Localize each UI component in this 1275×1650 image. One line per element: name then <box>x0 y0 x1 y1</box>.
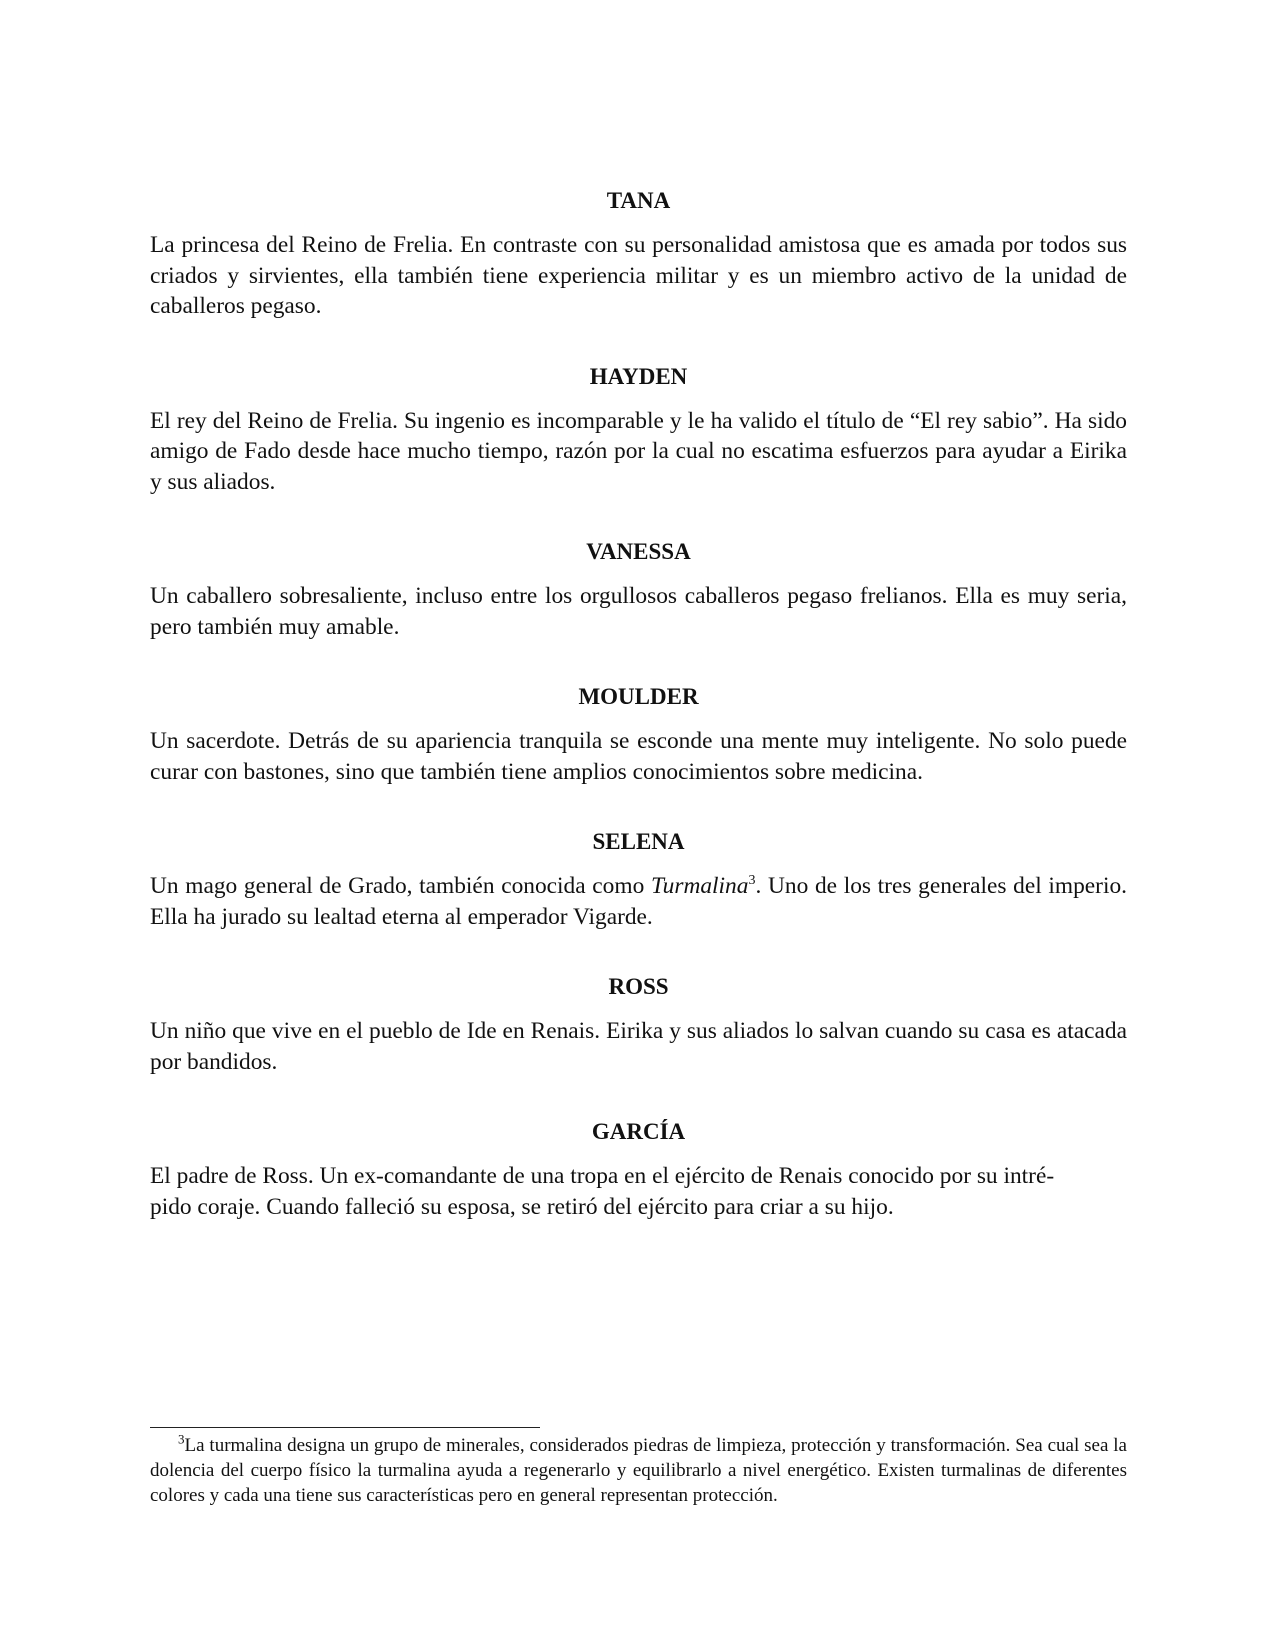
character-entry-selena <box>150 827 1127 932</box>
document-body <box>150 186 1127 1222</box>
character-entry-hayden <box>150 362 1127 498</box>
footnote-reference: 3 <box>748 873 756 889</box>
character-description <box>150 1161 1127 1222</box>
footnote-marker: 3 <box>178 1431 185 1447</box>
character-name: VANESSA <box>586 539 691 564</box>
character-name: TANA <box>606 188 671 213</box>
footnote-text: La turmalina designa un grupo de minerales, considerados piedras de limpieza, protección y transformación. Sea cual sea la dolencia del cuerpo físico la turmalina ayuda a regenerarlo y equilibrarlo a nivel energético. Existen turmalinas de diferentes colores y cada una tiene sus características pero en general representan protección. <box>150 1435 1127 1506</box>
character-entry-ross <box>150 972 1127 1077</box>
character-entry-tana <box>150 186 1127 322</box>
character-name: MOULDER <box>578 684 699 709</box>
character-entry-garcia <box>150 1117 1127 1222</box>
italic-term: Turmalina <box>650 873 749 899</box>
footnote <box>150 1433 1127 1508</box>
character-description <box>150 871 1127 932</box>
footnote-divider <box>150 1427 540 1428</box>
description-line: El padre de Ross. Un ex-comandante de una tropa en el ejército de Renais conocido por su intré- <box>150 1163 1055 1189</box>
character-description: Un sacerdote. Detrás de su apariencia tranquila se esconde una mente muy inteligente. No solo puede curar con bastones, sino que también tiene amplios conocimientos sobre medicina. <box>150 728 1127 785</box>
character-description: Un niño que vive en el pueblo de Ide en Renais. Eirika y sus aliados lo salvan cuando su casa es atacada por bandidos. <box>150 1018 1127 1075</box>
character-description: Un caballero sobresaliente, incluso entre los orgullosos caballeros pegaso frelianos. Ella es muy seria, pero también muy amable. <box>150 583 1127 640</box>
character-description: La princesa del Reino de Frelia. En contraste con su personalidad amistosa que es amada por todos sus criados y sirvientes, ella también tiene experiencia militar y es un miembro activo de la unidad de caballeros pegaso. <box>150 232 1127 319</box>
character-name: ROSS <box>608 974 669 999</box>
description-text: . Uno de los tres generales del imperio. Ella ha jurado su lealtad eterna al emperador Vigarde. <box>150 873 1127 930</box>
character-name: SELENA <box>592 829 685 854</box>
character-name: GARCÍA <box>591 1119 686 1144</box>
character-name: HAYDEN <box>589 363 688 389</box>
character-entry-moulder <box>150 682 1127 787</box>
character-description: El rey del Reino de Frelia. Su ingenio es incomparable y le ha valido el título de “El rey sabio”. Ha sido amigo de Fado desde hace mucho tiempo, razón por la cual no escatima esfuerzos para ayudar a Eirika y sus aliados. <box>150 407 1127 495</box>
description-line: pido coraje. Cuando falleció su esposa, se retiró del ejército para criar a su hijo. <box>150 1193 894 1220</box>
character-entry-vanessa <box>150 537 1127 642</box>
description-text: Un mago general de Grado, también conocida como <box>150 873 651 899</box>
